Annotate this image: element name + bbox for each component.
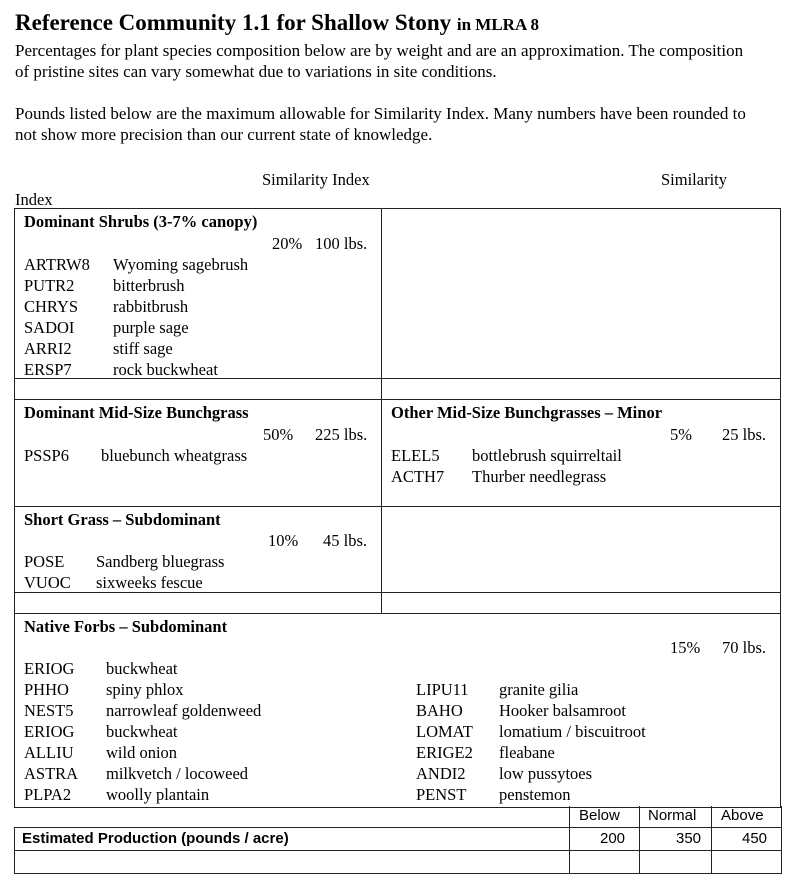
- species-code: PENST: [416, 785, 467, 804]
- species-common-name: bluebunch wheatgrass: [101, 446, 248, 465]
- similarity-header-right: Similarity: [661, 170, 727, 189]
- species-common-name: granite gilia: [499, 680, 579, 699]
- species-code: BAHO: [416, 701, 463, 720]
- shortgrass-title: Short Grass – Subdominant: [24, 510, 221, 529]
- species-code: ACTH7: [391, 467, 445, 486]
- species-code: ELEL5: [391, 446, 440, 465]
- shrubs-percent: 20%: [272, 234, 303, 253]
- species-code: ANDI2: [416, 764, 466, 783]
- minorgrass-pounds: 25 lbs.: [722, 425, 767, 444]
- production-value-normal: 350: [676, 830, 702, 847]
- species-code: ARTRW8: [24, 255, 90, 274]
- species-common-name: buckwheat: [106, 722, 178, 741]
- species-common-name: sixweeks fescue: [96, 573, 203, 592]
- species-common-name: stiff sage: [113, 339, 173, 358]
- species-code: LOMAT: [416, 722, 473, 741]
- production-value-below: 200: [600, 830, 626, 847]
- species-code: ARRI2: [24, 339, 72, 358]
- forbs-title: Native Forbs – Subdominant: [24, 617, 228, 636]
- species-common-name: bottlebrush squirreltail: [472, 446, 622, 465]
- species-code: ASTRA: [24, 764, 79, 783]
- production-label: Estimated Production (pounds / acre): [22, 830, 289, 847]
- species-code: SADOI: [24, 318, 75, 337]
- midgrass-pounds: 225 lbs.: [315, 425, 368, 444]
- midgrass-title: Dominant Mid-Size Bunchgrass: [24, 403, 249, 422]
- species-common-name: purple sage: [113, 318, 189, 337]
- species-common-name: woolly plantain: [106, 785, 210, 804]
- species-common-name: fleabane: [499, 743, 555, 762]
- species-code: ERIOG: [24, 722, 75, 741]
- species-common-name: Thurber needlegrass: [472, 467, 607, 486]
- shrubs-pounds: 100 lbs.: [315, 234, 368, 253]
- shrubs-title: Dominant Shrubs (3-7% canopy): [24, 212, 258, 231]
- production-header-above: Above: [721, 807, 764, 824]
- intro-paragraph: Percentages for plant species composition below are by weight and are an approximation. The composition of pristine sites can vary somewhat due to variations in site conditions.: [15, 41, 744, 81]
- production-value-above: 450: [742, 830, 768, 847]
- species-common-name: Wyoming sagebrush: [113, 255, 249, 274]
- production-header-normal: Normal: [648, 807, 697, 824]
- species-code: PLPA2: [24, 785, 72, 804]
- species-code: ERIGE2: [416, 743, 473, 762]
- forbs-percent: 15%: [670, 638, 701, 657]
- minorgrass-percent: 5%: [670, 425, 692, 444]
- index-header-wrap: Index: [15, 190, 53, 209]
- species-common-name: penstemon: [499, 785, 571, 804]
- minorgrass-title: Other Mid-Size Bunchgrasses – Minor: [391, 403, 663, 422]
- species-code: POSE: [24, 552, 65, 571]
- species-common-name: milkvetch / locoweed: [106, 764, 249, 783]
- species-common-name: Hooker balsamroot: [499, 701, 626, 720]
- species-code: ALLIU: [24, 743, 74, 762]
- forbs-pounds: 70 lbs.: [722, 638, 767, 657]
- species-common-name: rock buckwheat: [113, 360, 218, 379]
- page-title: Reference Community 1.1 for Shallow Stony in MLRA 8: [15, 10, 540, 35]
- species-code: VUOC: [24, 573, 71, 592]
- species-code: PUTR2: [24, 276, 75, 295]
- shortgrass-percent: 10%: [268, 531, 299, 550]
- species-code: CHRYS: [24, 297, 79, 316]
- species-common-name: Sandberg bluegrass: [96, 552, 225, 571]
- species-common-name: narrowleaf goldenweed: [106, 701, 262, 720]
- species-common-name: lomatium / biscuitroot: [499, 722, 646, 741]
- species-common-name: wild onion: [106, 743, 178, 762]
- species-common-name: low pussytoes: [499, 764, 593, 783]
- species-code: NEST5: [24, 701, 74, 720]
- species-common-name: buckwheat: [106, 659, 178, 678]
- species-code: ERSP7: [24, 360, 72, 379]
- species-common-name: spiny phlox: [106, 680, 184, 699]
- shortgrass-pounds: 45 lbs.: [323, 531, 368, 550]
- production-header-below: Below: [579, 807, 620, 824]
- midgrass-percent: 50%: [263, 425, 294, 444]
- pounds-note-paragraph: Pounds listed below are the maximum allowable for Similarity Index. Many numbers have been rounded to not show more precision than our current state of knowledge.: [15, 104, 746, 144]
- species-code: ERIOG: [24, 659, 75, 678]
- species-code: PSSP6: [24, 446, 69, 465]
- similarity-index-header: Similarity Index: [262, 170, 370, 189]
- species-code: PHHO: [24, 680, 69, 699]
- species-code: LIPU11: [416, 680, 469, 699]
- species-common-name: rabbitbrush: [113, 297, 189, 316]
- species-common-name: bitterbrush: [113, 276, 185, 295]
